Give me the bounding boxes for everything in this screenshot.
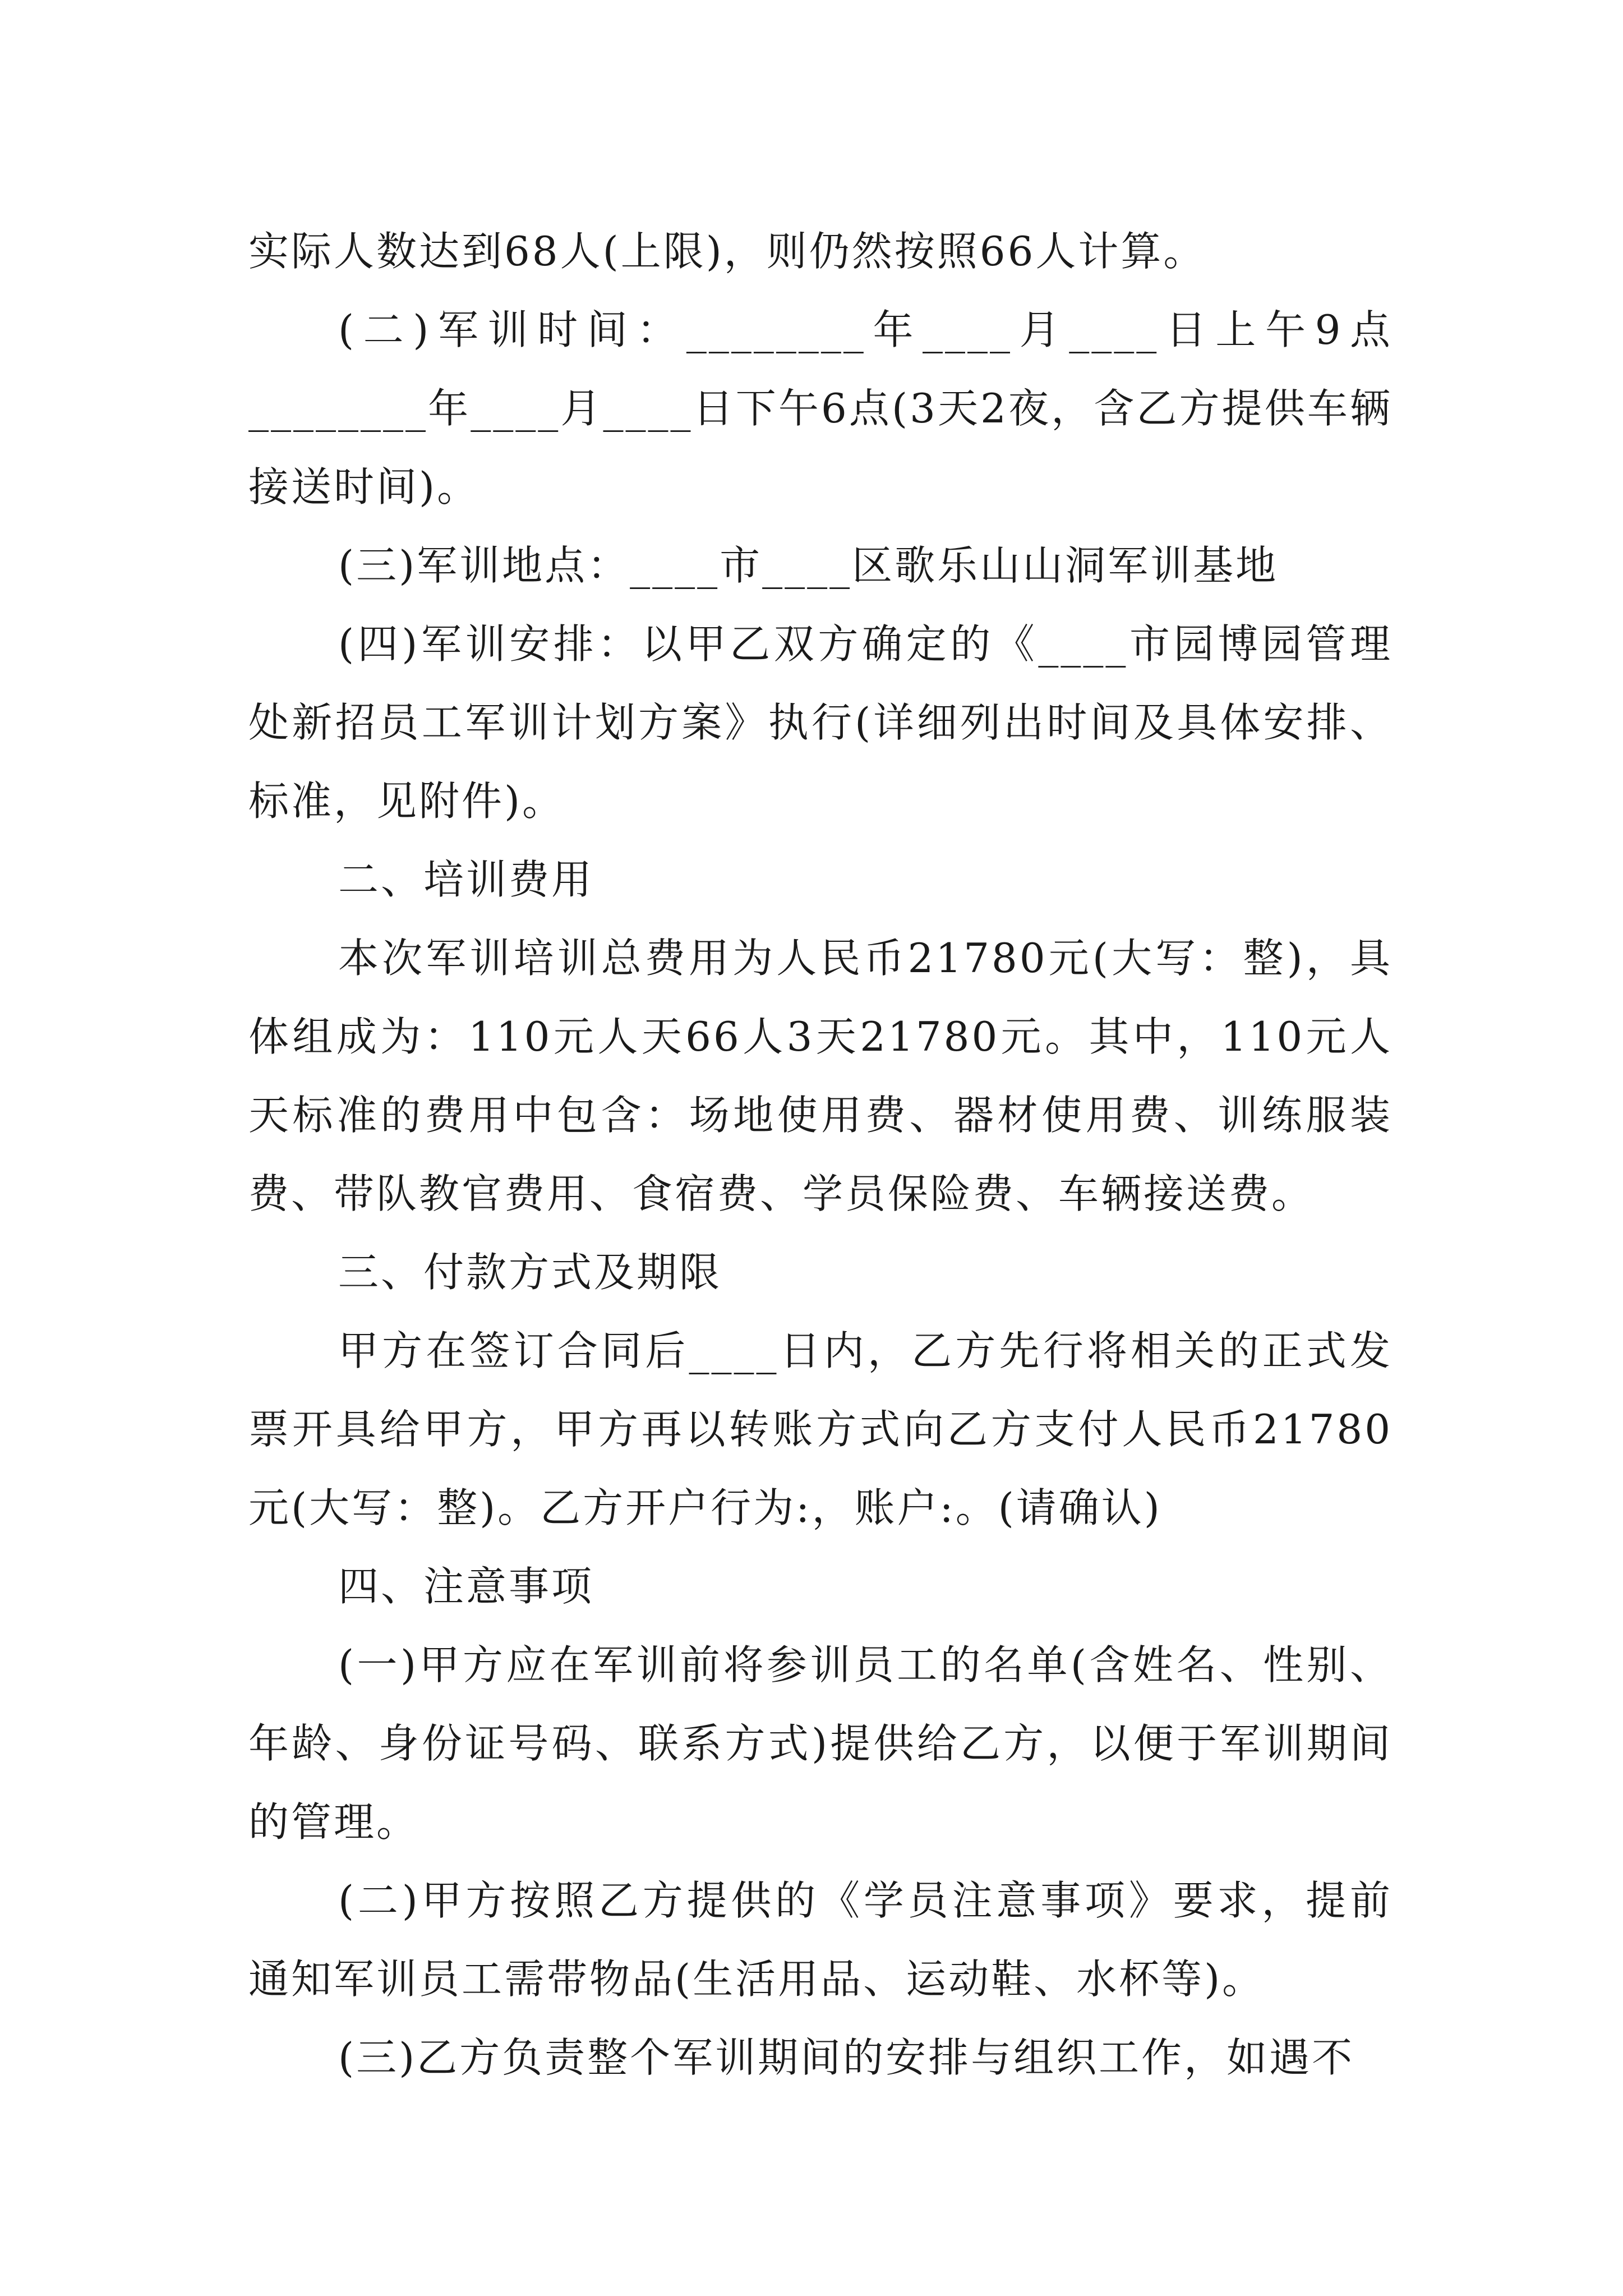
paragraph-payment: 甲方在签订合同后____日内，乙方先行将相关的正式发票开具给甲方，甲方再以转账方式向乙方支付人民币21780元(大写：整)。乙方开户行为:，账户:。(请确认) <box>248 1327 1393 1531</box>
paragraph-training-arrangement: (四)军训安排：以甲乙双方确定的《____市园博园管理处新招员工军训计划方案》执行(详细列出时间及具体安排、标准，见附件)。 <box>248 620 1393 825</box>
document-body <box>248 212 1393 2097</box>
paragraph-training-location: (三)军训地点：____市____区歌乐山山洞军训基地 <box>338 542 1279 589</box>
section-heading-notes: 四、注意事项 <box>338 1563 594 1610</box>
paragraph-training-time: (二)军训时间：________年____月____日上午9点________年____月____日下午6点(3天2夜，含乙方提供车辆接送时间)。 <box>248 306 1393 510</box>
paragraph-participant-count: 实际人数达到68人(上限)，则仍然按照66人计算。 <box>248 228 1206 275</box>
paragraph-note-1: (一)甲方应在军训前将参训员工的名单(含姓名、性别、年龄、身份证号码、联系方式)提供给乙方，以便于军训期间的管理。 <box>248 1641 1393 1846</box>
paragraph-note-2: (二)甲方按照乙方提供的《学员注意事项》要求，提前通知军训员工需带物品(生活用品、运动鞋、水杯等)。 <box>248 1877 1393 2003</box>
paragraph-note-3: (三)乙方负责整个军训期间的安排与组织工作，如遇不 <box>338 2034 1355 2081</box>
section-heading-payment: 三、付款方式及期限 <box>338 1249 722 1296</box>
paragraph-fees: 本次军训培训总费用为人民币21780元(大写：整)，具体组成为：110元人天66人3天21780元。其中，110元人天标准的费用中包含：场地使用费、器材使用费、训练服装费、带队教官费用、食宿费、学员保险费、车辆接送费。 <box>248 935 1393 1217</box>
section-heading-fees: 二、培训费用 <box>338 856 594 903</box>
